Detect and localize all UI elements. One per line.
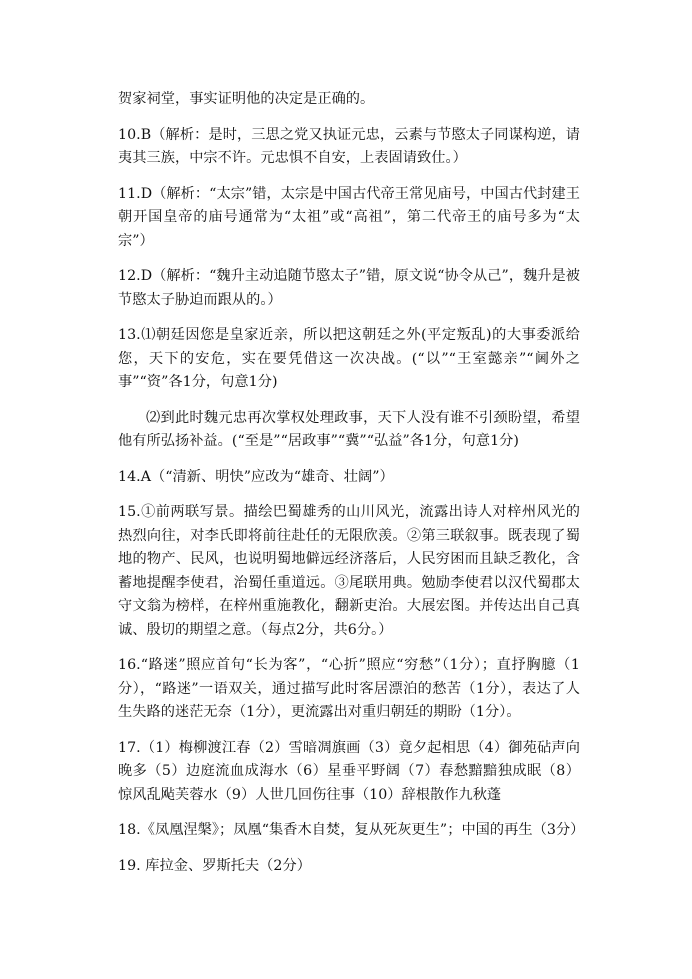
answer-11: 11.D（解析：“太宗”错，太宗是中国古代帝王常见庙号，中国古代封建王朝开国皇帝的庙号通常为“太祖”或“高祖”，第二代帝王的庙号多为“太宗”） [118, 185, 580, 249]
answer-13-2: ⑵到此时魏元忠再次掌权处理政事，天下人没有谁不引颈盼望，希望他有所弘扬补益。(“至是”“居政事”“冀”“弘益”各1分，句意1分) [118, 409, 580, 449]
answer-16: 16.“路迷”照应首句“长为客”，“心折”照应“穷愁”（1分）；直抒胸臆（1分），“路迷”一语双关，通过描写此时客居漂泊的愁苦（1分），表达了人生失路的迷茫无奈（1分），更流露出对重归朝廷的期盼（1分）。 [118, 657, 580, 720]
answer-18: 18.《凤凰涅槃》；凤凰“集香木自焚，复从死灰更生”；中国的再生（3分） [118, 822, 585, 838]
answer-13-1: 13.⑴朝廷因您是皇家近亲，所以把这朝廷之外(平定叛乱)的大事委派给您，天下的安危，实在要凭借这一次决战。(“以”“王室懿亲”“阃外之事”“资”各1分，句意1分) [118, 327, 580, 390]
answer-document [118, 88, 585, 890]
answer-15: 15.①前两联写景。描绘巴蜀雄秀的山川风光，流露出诗人对梓州风光的热烈向往，对李氏即将前往赴任的无限欣羡。②第三联叙事。既表现了蜀地的物产、民风，也说明蜀地僻远经济落后，人民穷困而且缺乏教化，含蓄地提醒李使君，治蜀任重道远。③尾联用典。勉励李使君以汉代蜀郡太守文翁为榜样，在梓州重施教化，翻新吏治。大展宏图。并传达出自己真诚、殷切的期望之意。（每点2分，共6分。） [118, 504, 580, 638]
answer-10: 10.B（解析：是时，三思之党又执证元忠，云素与节愍太子同谋构逆，请夷其三族，中宗不许。元忠惧不自安，上表固请致仕。） [118, 126, 580, 166]
answer-14: 14.A（“清新、明快”应改为“雄奇、壮阔”） [118, 468, 394, 485]
answer-19: 19. 库拉金、罗斯托夫（2分） [118, 857, 311, 874]
answer-17: 17.（1）梅柳渡江春（2）雪暗凋旗画（3）竟夕起相思（4）御苑砧声向晚多（5）边庭流血成海水（6）星垂平野阔（7）春愁黯黯独成眠（8）惊风乱飐芙蓉水（9）人世几回伤往事（10）辞根散作九秋蓬 [118, 739, 580, 803]
answer-12: 12.D（解析：“魏升主动追随节愍太子”错，原文说“协令从己”，魏升是被节愍太子胁迫而跟从的。） [118, 268, 581, 308]
paragraph-continuation: 贺家祠堂，事实证明他的决定是正确的。 [118, 91, 375, 107]
